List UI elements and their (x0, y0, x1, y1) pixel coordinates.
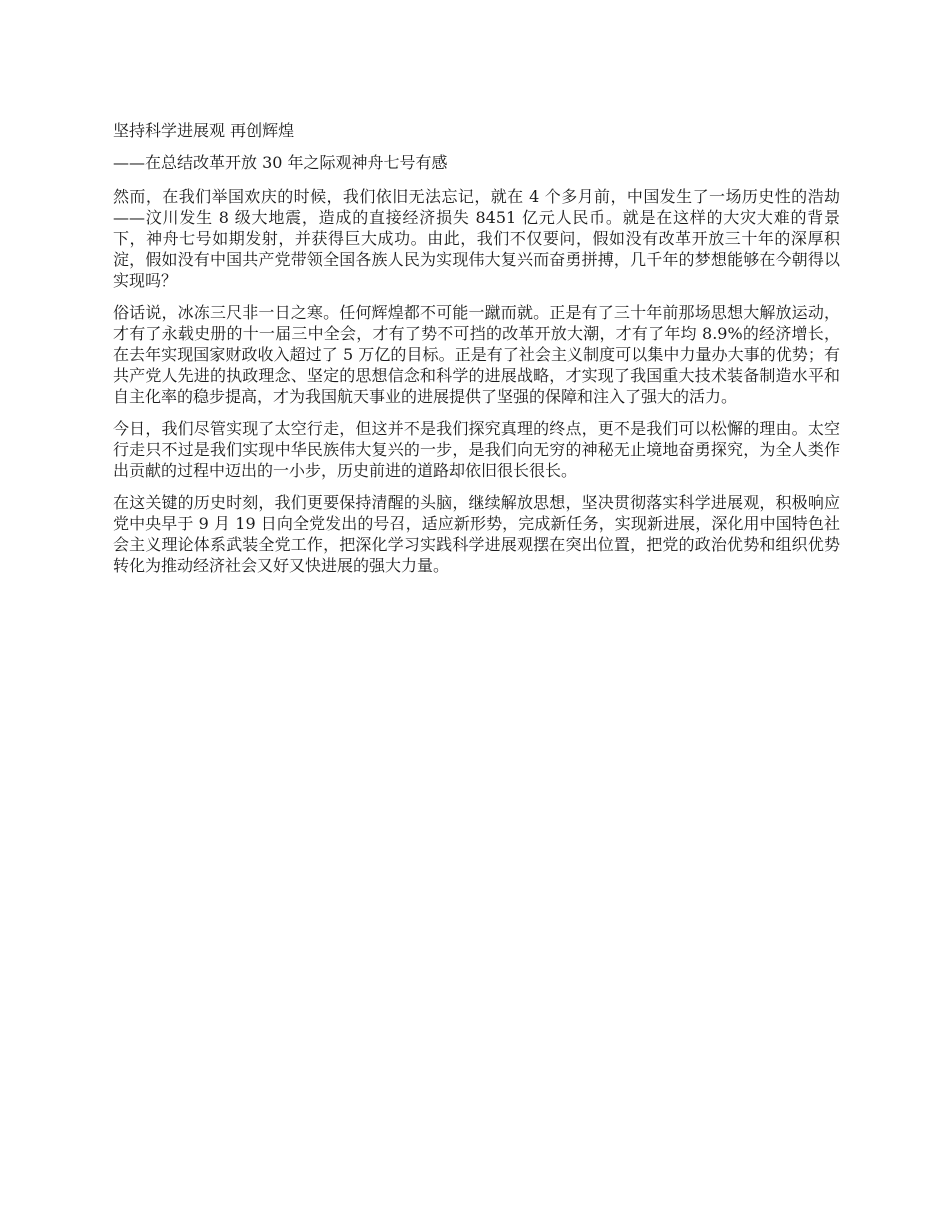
document-subtitle: ——在总结改革开放 30 年之际观神舟七号有感 (113, 153, 448, 172)
document-title: 坚持科学进展观 再创辉煌 (113, 121, 295, 140)
paragraph-4: 在这关键的历史时刻，我们更要保持清醒的头脑，继续解放思想，坚决贯彻落实科学进展观，积极响应党中央早于 9 月 19 日向全党发出的号召，适应新形势，完成新任务，实现新进展，深化用中国特色社会主义理论体系武装全党工作，把深化学习实践科学进展观摆在突出位置，把党的政治优势和组织优势转化为推动经济社会又好又快进展的强大力量。 (113, 493, 840, 575)
document-page (113, 120, 840, 587)
paragraph-2: 俗话说，冰冻三尺非一日之寒。任何辉煌都不可能一蹴而就。正是有了三十年前那场思想大解放运动，才有了永载史册的十一届三中全会，才有了势不可挡的改革开放大潮，才有了年均 8.9%的经济增长，在去年实现国家财政收入超过了 5 万亿的目标。正是有了社会主义制度可以集中力量办大事的优势；有共产党人先进的执政理念、坚定的思想信念和科学的进展战略，才实现了我国重大技术装备制造水平和自主化率的稳步提高，才为我国航天事业的进展提供了坚强的保障和注入了强大的活力。 (113, 303, 840, 406)
paragraph-3: 今日，我们尽管实现了太空行走，但这并不是我们探究真理的终点，更不是我们可以松懈的理由。太空行走只不过是我们实现中华民族伟大复兴的一步，是我们向无穷的神秘无止境地奋勇探究，为全人类作出贡献的过程中迈出的一小步，历史前进的道路却依旧很长很长。 (113, 419, 840, 480)
paragraph-1: 然而，在我们举国欢庆的时候，我们依旧无法忘记，就在 4 个多月前，中国发生了一场历史性的浩劫——汶川发生 8 级大地震，造成的直接经济损失 8451 亿元人民币。就是在这样的大灾大难的背景下，神舟七号如期发射，并获得巨大成功。由此，我们不仅要问，假如没有改革开放三十年的深厚积淀，假如没有中国共产党带领全国各族人民为实现伟大复兴而奋勇拼搏，几千年的梦想能够在今朝得以实现吗？ (113, 187, 840, 290)
